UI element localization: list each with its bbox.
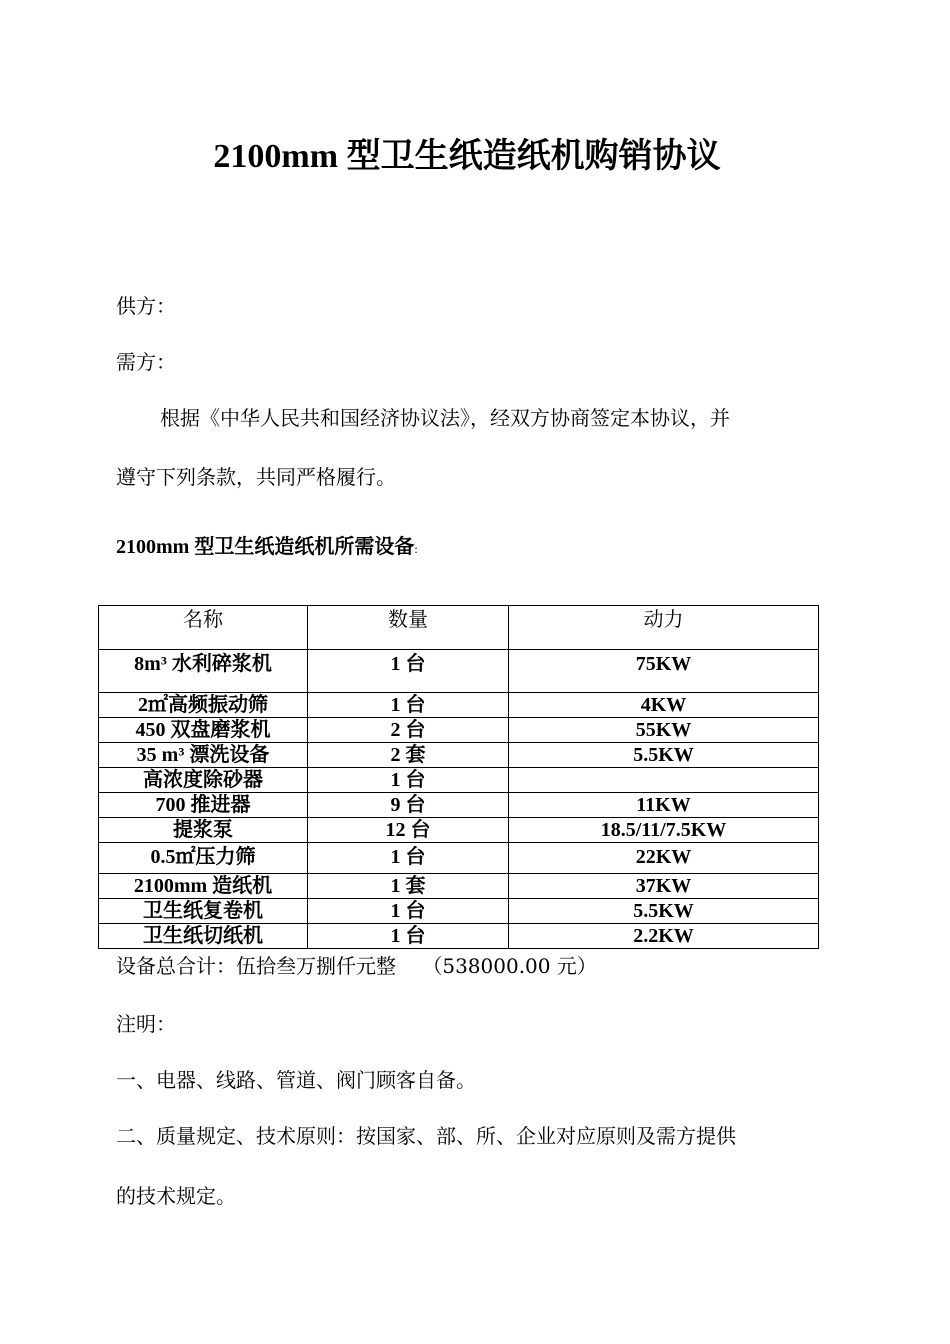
cell-name: 高浓度除砂器 — [99, 768, 308, 793]
cell-quantity: 9 台 — [308, 793, 509, 818]
cell-name: 8m³ 水利碎浆机 — [99, 650, 308, 693]
cell-name: 卫生纸切纸机 — [99, 924, 308, 949]
cell-power: 75KW — [509, 650, 819, 693]
note-2-line-2: 的技术规定。 — [116, 1184, 236, 1208]
cell-quantity: 1 套 — [308, 874, 509, 899]
cell-power: 2.2KW — [509, 924, 819, 949]
table-header-row — [99, 606, 819, 650]
cell-quantity: 1 台 — [308, 843, 509, 874]
equipment-heading-colon: : — [414, 542, 418, 556]
table-row — [99, 743, 819, 768]
equipment-heading-text: 2100mm 型卫生纸造纸机所需设备 — [116, 536, 415, 558]
cell-name: 35 m³ 漂洗设备 — [99, 743, 308, 768]
supplier-label: 供方： — [116, 294, 176, 318]
cell-quantity: 12 台 — [308, 818, 509, 843]
cell-power: 55KW — [509, 718, 819, 743]
total-line: 设备总合计：伍拾叁万捌仟元整 （538000.00 元） — [116, 954, 597, 978]
header-quantity: 数量 — [308, 606, 509, 650]
cell-quantity: 2 套 — [308, 743, 509, 768]
cell-power: 5.5KW — [509, 899, 819, 924]
table-row — [99, 874, 819, 899]
cell-quantity: 1 台 — [308, 650, 509, 693]
cell-power: 18.5/11/7.5KW — [509, 818, 819, 843]
table-row — [99, 899, 819, 924]
cell-name: 卫生纸复卷机 — [99, 899, 308, 924]
table-row — [99, 843, 819, 874]
equipment-table — [98, 605, 819, 949]
cell-quantity: 1 台 — [308, 693, 509, 718]
cell-name: 提浆泵 — [99, 818, 308, 843]
cell-quantity: 1 台 — [308, 924, 509, 949]
intro-paragraph-line-1: 根据《中华人民共和国经济协议法》，经双方协商签定本协议，并 — [160, 406, 730, 430]
table-row — [99, 924, 819, 949]
cell-power: 22KW — [509, 843, 819, 874]
cell-name: 2100mm 造纸机 — [99, 874, 308, 899]
table-row — [99, 768, 819, 793]
header-name: 名称 — [99, 606, 308, 650]
cell-name: 450 双盘磨浆机 — [99, 718, 308, 743]
cell-power: 5.5KW — [509, 743, 819, 768]
cell-power: 4KW — [509, 693, 819, 718]
table-row — [99, 650, 819, 693]
table-row — [99, 693, 819, 718]
equipment-heading — [116, 530, 418, 559]
table-row — [99, 818, 819, 843]
buyer-label: 需方： — [116, 350, 176, 374]
note-2-line-1: 二、质量规定、技术原则：按国家、部、所、企业对应原则及需方提供 — [116, 1124, 736, 1148]
cell-quantity: 2 台 — [308, 718, 509, 743]
cell-power: 37KW — [509, 874, 819, 899]
cell-quantity: 1 台 — [308, 768, 509, 793]
cell-name: 0.5㎡压力筛 — [99, 843, 308, 874]
cell-power: 11KW — [509, 793, 819, 818]
note-1: 一、电器、线路、管道、阀门顾客自备。 — [116, 1068, 476, 1092]
header-power: 动力 — [509, 606, 819, 650]
intro-paragraph-line-2: 遵守下列条款，共同严格履行。 — [116, 465, 396, 489]
cell-power — [509, 768, 819, 793]
cell-quantity: 1 台 — [308, 899, 509, 924]
table-row — [99, 793, 819, 818]
cell-name: 2㎡高频振动筛 — [99, 693, 308, 718]
notes-label: 注明： — [116, 1012, 176, 1036]
table-row — [99, 718, 819, 743]
document-title: 2100mm 型卫生纸造纸机购销协议 — [213, 138, 721, 175]
cell-name: 700 推进器 — [99, 793, 308, 818]
